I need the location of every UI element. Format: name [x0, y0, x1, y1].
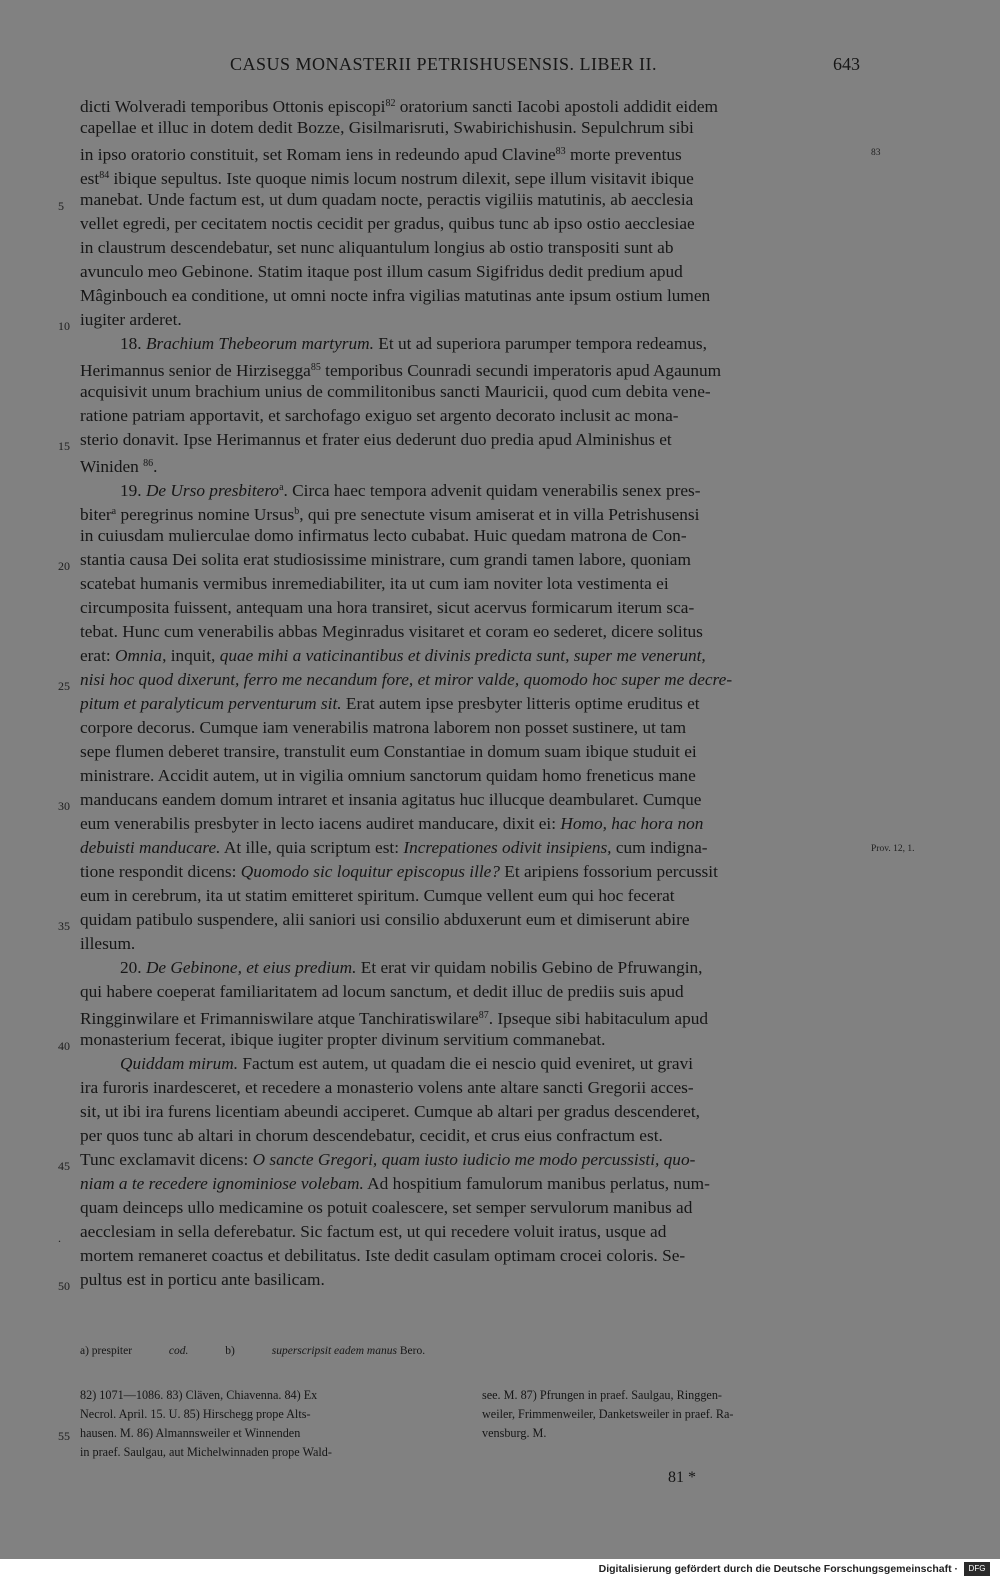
text-line: in claustrum descendebatur, set nunc aliquantulum longius ab ostio transpositi sunt ab	[80, 238, 674, 257]
quiddam-mirum-heading: Quiddam mirum. Factum est autem, ut quadam die ei nescio quid eveniret, ut gravi	[120, 1054, 694, 1073]
footnote-line: vensburg. M.	[482, 1426, 547, 1440]
text-line: qui habere coeperat familiaritatem ad locum sanctum, et dedit illuc de prediis suis apud	[80, 982, 684, 1001]
text-line: Mâginbouch ea conditione, ut omni nocte infra vigilias matutinas ante ipsum ostium lumen	[80, 286, 711, 305]
text-line: monasterium fecerat, ibique iugiter propter divinum servitium commanebat.	[80, 1030, 606, 1049]
text-line: per quos tunc ab altari in chorum descendebatur, cecidit, et crus eius confractum est.	[80, 1126, 663, 1145]
text-line: capellae et illuc in dotem dedit Bozze, Gisilmarisruti, Swabirichishusin. Sepulchrum sibi	[80, 118, 694, 137]
chapter-18-heading: 18. Brachium Thebeorum martyrum. Et ut ad superiora parumper tempora redeamus,	[120, 334, 707, 353]
text-line: mortem remaneret coactus et debilitatus. Iste dedit casulam optimam crocei coloris. Se-	[80, 1246, 686, 1265]
text-line: iugiter arderet.	[80, 310, 182, 329]
text-line: Tunc exclamavit dicens: O sancte Gregori, quam iusto iudicio me modo percussisti, quo-	[80, 1150, 696, 1169]
text-line: corpore decorus. Cumque iam venerabilis matrona laborem non posset sustinere, ut tam	[80, 718, 687, 737]
text-line: aecclesiam in sella deferebatur. Sic factum est, ut qui recedere voluit iratus, usque ad	[80, 1222, 667, 1241]
line-number: 50	[58, 1279, 70, 1293]
text-line: pitum et paralyticum perventurum sit. Erat autem ipse presbyter litteris optime eruditus et	[80, 694, 700, 713]
text-line: ira furoris inardesceret, et recedere a monasterio volens ante altare sancti Gregorii acces-	[80, 1078, 694, 1097]
text-line: quam deinceps ullo medicamine os potuit coalescere, set semper servulorum manibus ad	[80, 1198, 693, 1217]
text-line: tebat. Hunc cum venerabilis abbas Meginradus visitaret et coram eo sederet, dicere solitus	[80, 622, 703, 641]
line-number: 55	[58, 1429, 70, 1443]
funding-notice: Digitalisierung gefördert durch die Deutsche Forschungsgemeinschaft ·	[598, 1563, 958, 1575]
text-line: sit, ut ibi ira furens licentiam abeundi acciperet. Cumque ab altari per gradus descenderet,	[80, 1102, 700, 1121]
text-line: manebat. Unde factum est, ut dum quadam nocte, peractis vigiliis matutinis, ab aecclesia	[80, 190, 694, 209]
text-line: debuisti manducare. At ille, quia scriptum est: Increpationes odivit insipiens, cum indigna-	[80, 838, 708, 857]
footnote-line: hausen. M. 86) Almannsweiler et Winnenden	[80, 1426, 301, 1440]
text-line: manducans eandem domum intraret et insania agitatus huc illucque deambularet. Cumque	[80, 790, 702, 809]
dfg-logo-icon: DFG	[964, 1562, 990, 1576]
page-number: 643	[833, 54, 860, 74]
line-number: 25	[58, 679, 70, 693]
text-line: pultus est in porticu ante basilicam.	[80, 1270, 325, 1289]
text-line: ratione patriam apportavit, et sarchofago exiguo set argento decorato inclusit ac mona-	[80, 406, 679, 425]
text-line: est$^{84}$ ibique sepultus. Iste quoque nimis locum nostrum dilexit, sepe illum visitavit ibique	[80, 169, 694, 188]
text-line: vellet egredi, per cecitatem noctis cecidit per gradus, quibus tunc ab ipso ostio aecclesiae	[80, 214, 695, 233]
margin-note: Prov. 12, 1.	[871, 844, 915, 854]
line-number: 35	[58, 919, 70, 933]
text-line: ministrare. Accidit autem, ut in vigilia omnium sanctorum quidam homo freneticus mane	[80, 766, 696, 785]
footnote-line: 82) 1071—1086. 83) Cläven, Chiavenna. 84) Ex	[80, 1388, 318, 1402]
line-number: 10	[58, 319, 70, 333]
text-line: Ringginwilare et Frimanniswilare atque Tanchiratiswilare$^{87}$. Ipseque sibi habitaculum apud	[80, 1009, 709, 1028]
text-line: scatebat humanis vermibus inremediabiliter, ita ut cum iam noviter lota vestimenta ei	[80, 574, 669, 593]
footnote-line: in praef. Saulgau, aut Michelwinnaden prope Wald-	[80, 1445, 332, 1459]
text-line: Winiden $^{86}$.	[80, 457, 158, 476]
text-line: eum in cerebrum, ita ut statim emitteret spiritum. Cumque vellent eum qui hoc fecerat	[80, 886, 675, 905]
line-number: 5	[58, 199, 64, 213]
running-title: CASUS MONASTERII PETRISHUSENSIS. LIBER II.	[230, 54, 658, 74]
text-line: Herimannus senior de Hirzisegga$^{85}$ temporibus Counradi secundi imperatoris apud Agaunum	[80, 361, 722, 380]
text-line: nisi hoc quod dixerunt, ferro me necandum fore, et miror valde, quomodo hoc super me decre-	[80, 670, 733, 689]
text-line: circumposita fuissent, antequam una hora transiret, sicut acervus formicarum iterum sca-	[80, 598, 695, 617]
text-line: acquisivit unum brachium unius de commilitonibus sancti Mauricii, quod cum debita vene-	[80, 382, 711, 401]
text-line: avunculo meo Gebinone. Statim itaque post illum casum Sigifridus dedit predium apud	[80, 262, 683, 281]
line-number: 30	[58, 799, 70, 813]
text-line: erat: Omnia, inquit, quae mihi a vaticinantibus et divinis predicta sunt, super me venerunt,	[80, 646, 706, 665]
margin-note: 83	[871, 148, 881, 158]
text-line: quidam patibulo suspendere, alii saniori usi consilio abduxerunt eum et dimiserunt abire	[80, 910, 690, 929]
line-number: 15	[58, 439, 70, 453]
text-line: biter$^a$ peregrinus nomine Ursus$^b$, qui pre senectute visum amiserat et in villa Petrishusensi	[80, 505, 700, 524]
line-number: 40	[58, 1039, 70, 1053]
text-line: in cuiusdam mulierculae domo infirmatus lecto cubabat. Huic quedam matrona de Con-	[80, 526, 687, 545]
footnote-line: see. M. 87) Pfrungen in praef. Saulgau, Ringgen-	[482, 1388, 722, 1402]
apparatus-note-a: a) prespiter cod.	[80, 1345, 189, 1357]
line-number: 45	[58, 1159, 70, 1173]
running-header	[80, 54, 860, 82]
apparatus-note-b: b) superscripsit eadem manus Bero.	[225, 1345, 426, 1357]
line-number: .	[58, 1231, 61, 1245]
text-line: stantia causa Dei solita erat studiosissime ministrare, cum grandi tamen labore, quoniam	[80, 550, 691, 569]
signature-mark: 81 *	[668, 1469, 696, 1486]
chapter-20-heading: 20. De Gebinone, et eius predium. Et erat vir quidam nobilis Gebino de Pfruwangin,	[120, 958, 703, 977]
chapter-19-heading: 19. De Urso presbitero$^a$. Circa haec tempora advenit quidam venerabilis senex pres-	[120, 481, 701, 500]
critical-apparatus	[80, 1345, 860, 1357]
line-number: 20	[58, 559, 70, 573]
digitization-footer	[0, 1559, 1000, 1581]
text-line: dicti Wolveradi temporibus Ottonis episcopi$^{82}$ oratorium sancti Iacobi apostoli addidit eidem	[80, 97, 718, 116]
text-line: in ipso oratorio constituit, set Romam iens in redeundo apud Clavine$^{83}$ morte preventus	[80, 145, 682, 164]
text-line: eum venerabilis presbyter in lecto iacens audiret manducare, dixit ei: Homo, hac hora non	[80, 814, 704, 833]
footnote-line: Necrol. April. 15. U. 85) Hirschegg prope Alts-	[80, 1407, 311, 1421]
text-line: sepe flumen deberet transire, transtulit eum Constantiae in domum suam ibique studuit ei	[80, 742, 697, 761]
text-line: illesum.	[80, 934, 136, 953]
text-line: niam a te recedere ignominiose volebam. Ad hospitium famulorum manibus perlatus, num-	[80, 1174, 710, 1193]
footnote-line: weiler, Frimmenweiler, Danketsweiler in praef. Ra-	[482, 1407, 734, 1421]
text-line: sterio donavit. Ipse Herimannus et frater eius dederunt duo predia apud Alminishus et	[80, 430, 672, 449]
text-line: tione respondit dicens: Quomodo sic loquitur episcopus ille? Et aripiens fossorium percussit	[80, 862, 718, 881]
